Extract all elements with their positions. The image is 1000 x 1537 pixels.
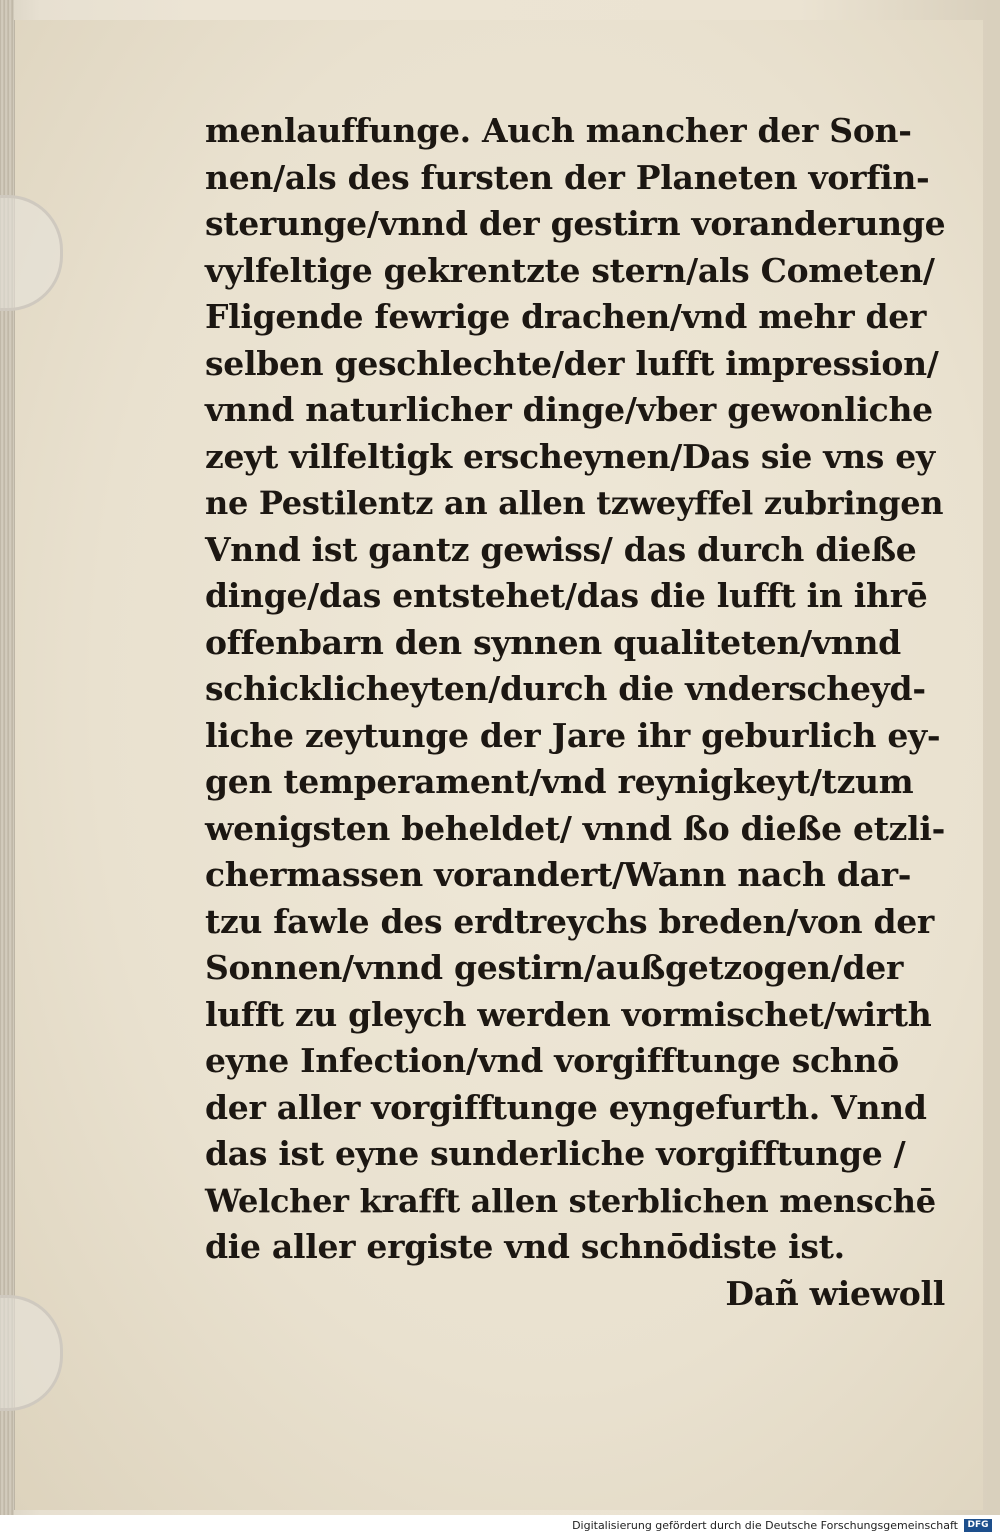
text-line: menlauffunge. Auch mancher der Son- <box>205 111 912 150</box>
text-line: eyne Infection/vnd vorgifftunge schnō <box>205 1041 899 1080</box>
text-line: chermassen vorandert/Wann nach dar- <box>205 855 912 894</box>
text-line: lufft zu gleych werden vormischet/wirth <box>205 994 932 1034</box>
text-line: die aller ergiste vnd schnōdiste ist. <box>205 1227 845 1266</box>
catchword: Dañ wiewoll <box>725 1273 945 1313</box>
text-line: Vnnd ist gantz gewiss/ das durch dieße <box>205 529 917 569</box>
footer-bar <box>0 1515 1000 1537</box>
text-line: Fligende fewrige drachen/vnd mehr der <box>205 297 927 336</box>
dfg-logo-icon: DFG <box>964 1519 992 1532</box>
text-line: dinge/das entstehet/das die lufft in ihrē <box>205 576 928 615</box>
text-line: liche zeytunge der Jare ihr geburlich ey- <box>205 715 941 755</box>
text-line: sterunge/vnnd der gestirn voranderunge <box>205 204 946 243</box>
text-line: vnnd naturlicher dinge/vber gewonliche <box>205 390 933 429</box>
footer-credit: Digitalisierung gefördert durch die Deutsche Forschungsgemeinschaft <box>572 1519 958 1532</box>
page-text <box>205 108 945 1317</box>
text-line: Welcher krafft allen sterblichen menschē <box>205 1181 936 1220</box>
text-line: tzu fawle des erdtreychs breden/von der <box>205 901 935 941</box>
text-line: der aller vorgifftunge eyngefurth. Vnnd <box>205 1087 927 1127</box>
text-line: zeyt vilfeltigk erscheynen/Das sie vns ey <box>205 436 935 476</box>
text-line: ne Pestilentz an allen tzweyffel zubringen <box>205 484 944 522</box>
text-line: vylfeltige gekrentzte stern/als Cometen/ <box>205 250 935 290</box>
text-line: nen/als des fursten der Planeten vorfin- <box>205 157 930 197</box>
text-line: schicklicheyten/durch die vnderscheyd- <box>205 669 926 708</box>
text-line: offenbarn den synnen qualiteten/vnnd <box>205 622 901 662</box>
text-line: das ist eyne sunderliche vorgifftunge / <box>205 1134 906 1173</box>
text-line: Sonnen/vnnd gestirn/außgetzogen/der <box>205 948 904 987</box>
text-line: gen temperament/vnd reynigkeyt/tzum <box>205 762 914 801</box>
text-line: selben geschlechte/der lufft impression/ <box>205 343 939 383</box>
text-line: wenigsten beheldet/ vnnd ßo dieße etzli- <box>205 808 945 848</box>
